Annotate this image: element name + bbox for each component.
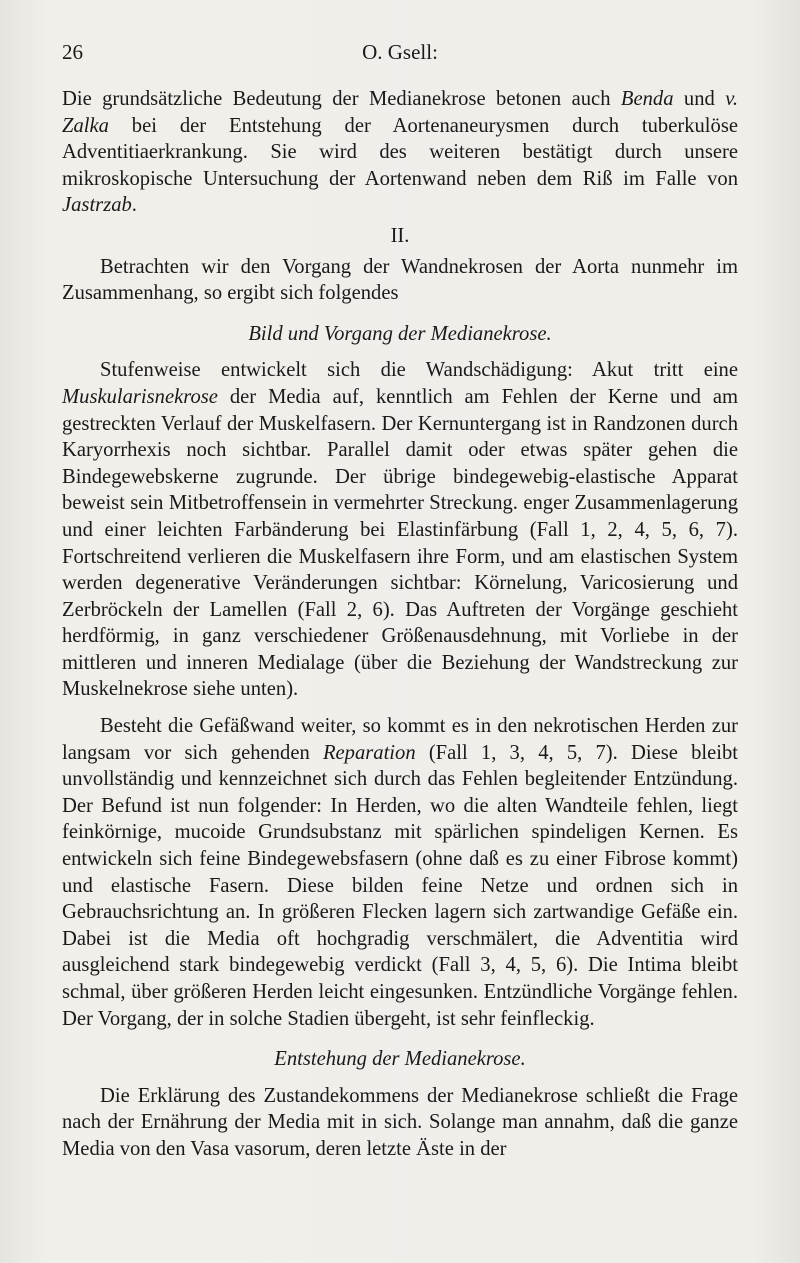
- subheading-entstehung: Entstehung der Medianekrose.: [274, 1048, 526, 1071]
- paragraph-3: [62, 357, 738, 703]
- text-run: .: [131, 194, 137, 217]
- text-run: (Fall 1, 3, 4, 5, 7). Diese bleibt unvollständig und kennzeichnet sich durch das Fehlen begleitender Entzündung. Der Befund ist nun folgender: In Herden, wo die alten Wandteile fehlen, liegt feinkörnige, mucoide Grundsubstanz mit spärlichen spindeligen Kernen. Es entwickeln sich feine Bindegewebsfasern (ohne daß es zu einer Fibrose kommt) und elastische Fasern. Diese bilden feine Netze und ordnen sich in Gebrauchsrichtung an. In größeren Flecken lagern sich zartwandige Gefäße ein. Dabei ist die Media oft hochgradig verschmälert, die Adventitia wird ausgleichend stark bindegewebig verdickt (Fall 3, 4, 5, 6). Die Intima bleibt schmal, über größeren Herden leicht eingesunken. Entzündliche Vorgänge fehlen. Der Vorgang, der in solche Stadien übergeht, ist sehr feinfleckig.: [62, 741, 738, 1030]
- emphasis-term: Muskularisnekrose: [62, 385, 218, 408]
- running-head: O. Gsell:: [362, 40, 438, 64]
- author-name: Benda: [620, 88, 674, 110]
- paragraph-4: [62, 713, 738, 1032]
- text-run: Die grundsätzliche Bedeutung der Medianekrose betonen auch: [62, 88, 621, 110]
- author-name: v. Zalka: [62, 88, 738, 137]
- text-run: und: [673, 88, 726, 110]
- page-body: [62, 86, 738, 1163]
- paragraph-5: Die Erklärung des Zustandekommens der Medianekrose schließt die Frage nach der Ernährung der Media mit in sich. Solange man annahm, daß die ganze Media von den Vasa vasorum, deren letzte Äste in der: [62, 1084, 738, 1160]
- text-run: Stufenweise entwickelt sich die Wandschädigung: Akut tritt eine: [100, 359, 738, 382]
- paragraph-2: Betrachten wir den Vorgang der Wandnekrosen der Aorta nunmehr im Zusammenhang, so ergibt sich folgendes: [62, 255, 738, 305]
- page-number: 26: [62, 40, 83, 64]
- page-header: [62, 40, 738, 70]
- text-run: bei der Entstehung der Aortenaneurysmen durch tuberkulöse Adventitiaerkrankung. Sie wird des weiteren bestätigt durch unsere mikroskopische Untersuchung der Aortenwand neben dem Riß im Falle von: [62, 114, 738, 190]
- author-name: Jastrzab: [62, 194, 132, 217]
- section-number: II.: [390, 224, 410, 247]
- text-run: der Media auf, kenntlich am Fehlen der Kerne und am gestreckten Verlauf der Muskelfasern. Der Kernuntergang ist in Randzonen durch Karyorrhexis noch sichtbar. Parallel damit oder etwas später gehen die Bindegewebskerne zugrunde. Der übrige bindegewebig-elastische Apparat beweist sein Mitbetroffensein in vermehrter Streckung. enger Zusammenlagerung und einer leichten Farbänderung bei Elastinfärbung (Fall 1, 2, 4, 5, 6, 7). Fortschreitend verlieren die Muskelfasern ihre Form, und am elastischen System werden degenerative Veränderungen sichtbar: Körnelung, Varicosierung und Zerbröckeln der Lamellen (Fall 2, 6). Das Auftreten der Vorgänge geschieht herdförmig, in ganz verschiedener Größenausdehnung, mit Vorliebe in der mittleren und inneren Medialage (über die Beziehung der Wandstreckung zur Muskelnekrose siehe unten).: [62, 385, 738, 701]
- subheading-bild-und-vorgang: Bild und Vorgang der Medianekrose.: [248, 322, 552, 345]
- text-run: Besteht die Gefäßwand weiter, so kommt es in den nekrotischen Herden zur langsam vor sich gehenden: [62, 715, 738, 764]
- paragraph-1: [62, 86, 738, 219]
- emphasis-term: Reparation: [322, 741, 416, 764]
